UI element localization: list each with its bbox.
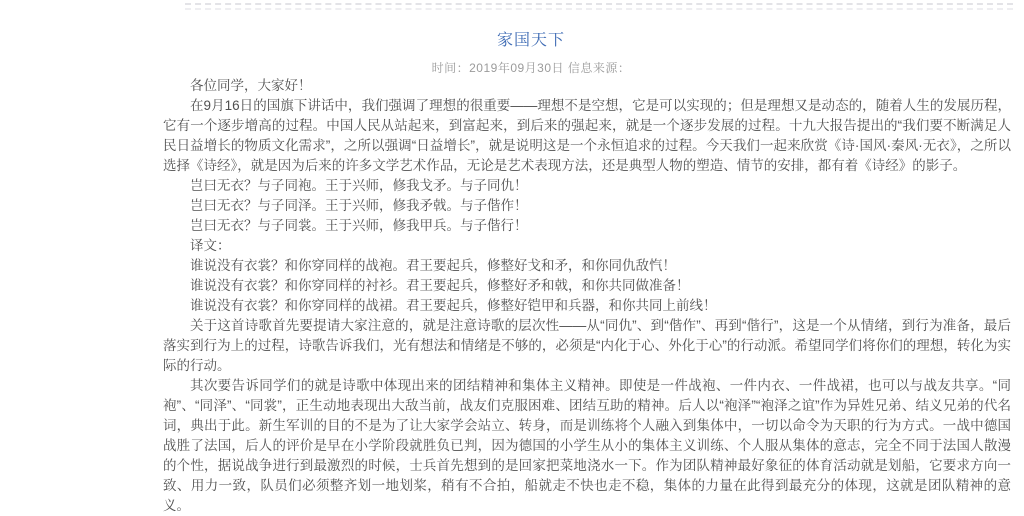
paragraph: 其次要告诉同学们的就是诗歌中体现出来的团结精神和集体主义精神。即使是一件战袍、一件内衣、一件战裙，也可以与战友共享。“同袍”、“同泽”、“同裳”，正生动地表现出大敌当前，战友们克服困难、团结互助的精神。后人以“袍泽”“袍泽之谊”作为异姓兄弟、结义兄弟的代名词，典出于此。新生军训的目的不是为了让大家学会站立、转身，而是训练将个人融入到集体中，一切以命令为天职的行为方式。一战中德国战胜了法国，后人的评价是早在小学阶段就胜负已判，因为德国的小学生从小的集体主义训练、个人服从集体的意志，完全不同于法国人散漫的个性，据说战争进行到最激烈的时候，士兵首先想到的是回家把菜地浇水一下。作为团队精神最好象征的体育活动就是划船，它要求方向一致、用力一致，队员们必须整齐划一地划桨，稍有不合拍，船就走不快也走不稳，集体的力量在此得到最充分的体现，这就是团队精神的意义。 [163,378,1011,513]
article-header [0,0,1024,76]
article-body [163,76,1011,516]
paragraph: 关于这首诗歌首先要提请大家注意的，就是注意诗歌的层次性——从“同仇”、到“偕作”、再到“偕行”，这是一个从情绪，到行为准备，最后落实到行为上的过程，诗歌告诉我们，光有想法和情绪是不够的，必须是“内化于心、外化于心”的行动派。希望同学们将你们的理想，转化为实际的行动。 [163,318,1011,373]
paragraph: 谁说没有衣裳？和你穿同样的衬衫。君王要起兵，修整好矛和戟，和你共同做准备！ [190,278,690,293]
paragraph: 岂曰无衣？与子同袍。王于兴师，修我戈矛。与子同仇！ [190,178,528,193]
paragraph: 在9月16日的国旗下讲话中，我们强调了理想的很重要——理想不是空想，它是可以实现的；但是理想又是动态的，随着人生的发展历程，它有一个逐步增高的过程。中国人民从站起来，到富起来，到后来的强起来，就是一个逐步发展的过程。十九大报告提出的“我们要不断满足人民日益增长的物质文化需求”，之所以强调“日益增长”，就是说明这是一个永恒追求的过程。今天我们一起来欣赏《诗·国风·秦风·无衣》，之所以选择《诗经》，就是因为后来的许多文学艺术作品，无论是艺术表现方法，还是典型人物的塑造、情节的安排，都有着《诗经》的影子。 [163,98,1011,173]
paragraph: 谁说没有衣裳？和你穿同样的战裙。君王要起兵，修整好铠甲和兵器，和你共同上前线！ [190,298,717,313]
paragraph: 谁说没有衣裳？和你穿同样的战袍。君王要起兵，修整好戈和矛，和你同仇敌忾！ [190,258,676,273]
page-title: 家国天下 [496,32,565,49]
paragraph: 岂曰无衣？与子同裳。王于兴师，修我甲兵。与子偕行！ [190,218,528,233]
article-meta-line: 时间：2019年09月30日 信息来源： [431,61,631,75]
paragraph: 译文： [190,238,231,253]
paragraph: 各位同学，大家好！ [190,78,312,93]
paragraph: 岂曰无衣？与子同泽。王于兴师，修我矛戟。与子偕作！ [190,198,528,213]
